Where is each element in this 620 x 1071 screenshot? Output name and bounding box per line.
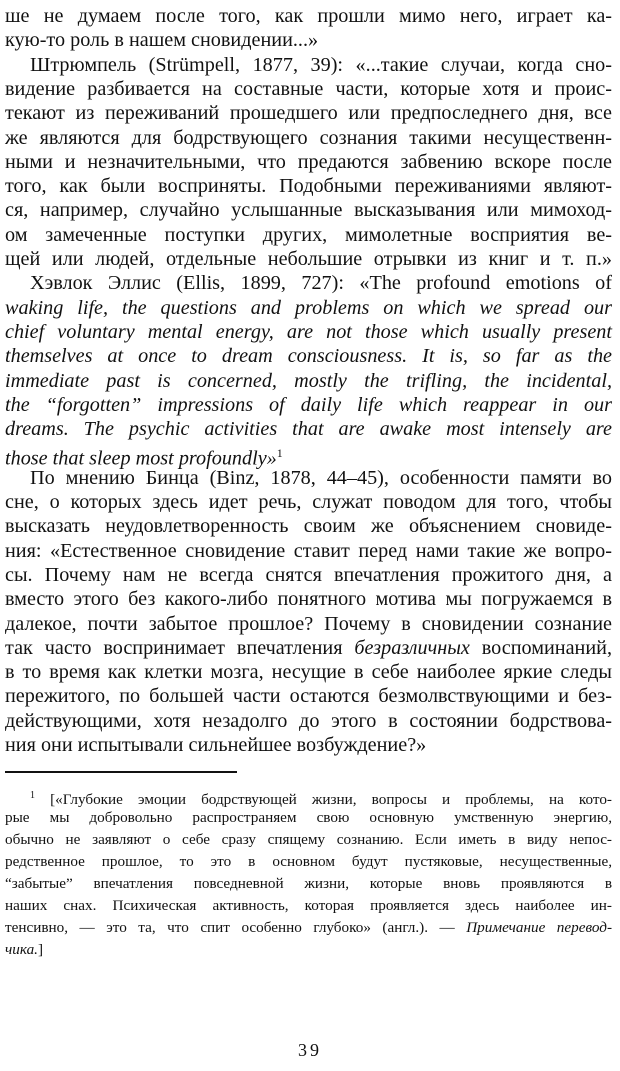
text-segment: воспоминаний, — [481, 636, 613, 659]
text-line: сне, о которых здесь идет речь, служат поводом для того, чтобы — [5, 491, 612, 513]
text-line: ными и незначительными, что предаются забвению вскоре после — [5, 150, 612, 173]
text-line — [5, 636, 612, 660]
text-line: ом замеченные поступки других, мимолетные восприятия ве- — [5, 223, 612, 246]
text-line: waking life, the questions and problems on which we spread our — [5, 296, 612, 319]
text-line: видение разбивается на составные части, которые хотя и проис- — [5, 77, 612, 100]
text-line: the “forgotten” impressions of daily life which reappear in our — [5, 393, 612, 416]
footnote-line: “забытые” впечатления повседневной жизни, которые вновь проявляются в — [5, 875, 612, 893]
footnote-line — [30, 785, 612, 807]
bracket-close: ] — [37, 941, 44, 959]
footnote-line — [5, 939, 612, 961]
text-line: Хэвлок Эллис (Ellis, 1899, 727): «The profound emotions of — [30, 272, 612, 295]
text-line: пережитого, по большей части остаются безмолвствующими и без- — [5, 685, 612, 708]
text-line: далекое, почти забытое прошлое? Почему в сновидении сознание — [5, 612, 612, 635]
footnote-separator — [5, 771, 237, 773]
text-line: Штрюмпель (Strümpell, 1877, 39): «...такие случаи, когда сно- — [30, 53, 612, 76]
italic-word: безразличных — [354, 636, 470, 659]
text-segment: так часто воспринимает впечатления — [5, 636, 343, 659]
text-line: ния они испытывали сильнейшее возбуждение?» — [5, 734, 427, 756]
text-line: dreams. The psychic activities that are awake most intensely are — [5, 418, 612, 441]
footnote-text: тенсивно, — это та, что спит особенно глубоко» (англ.). — — [5, 919, 455, 937]
text-line: themselves at once to dream consciousness. It is, so far as the — [5, 345, 612, 368]
text-line — [5, 441, 612, 471]
footnote-ref[interactable]: 1 — [276, 446, 283, 461]
text-line: сы. Почему нам не всегда снятся впечатления прожитого дня, а — [5, 563, 612, 586]
text-line: же являются для бодрствующего сознания такими несущественн- — [5, 126, 612, 149]
text-line: chief voluntary mental energy, are not those which usually present — [5, 320, 612, 343]
footnote-text: [«Глубокие эмоции бодрствующей жизни, вопросы и проблемы, на кото- — [50, 791, 612, 809]
text-line: действующими, хотя незадолго до этого в состоянии бодрствова- — [5, 709, 612, 732]
text-line: По мнению Бинца (Binz, 1878, 44–45), особенности памяти во — [30, 466, 612, 489]
text-line: кую-то роль в нашем сновидении...» — [5, 29, 319, 52]
page-number: 39 — [298, 1040, 322, 1060]
text-line: ше не думаем после того, как прошли мимо него, играет ка- — [5, 5, 612, 27]
footnote-marker: 1 — [30, 790, 35, 802]
text-line: immediate past is concerned, mostly the trifling, the incidental, — [5, 369, 612, 392]
quote-end: those that sleep most profoundly» — [5, 448, 277, 471]
text-line: в то время как клетки мозга, несущие в себе наиболее яркие следы — [5, 661, 612, 684]
text-line: высказать неудовлетворенность своим же объяснением сновиде- — [5, 515, 612, 538]
footnote-line: наших снах. Психическая активность, которая проявляется здесь наиболее ин- — [5, 897, 612, 915]
text-line: вместо этого без какого-либо понятного мотива мы погружаемся в — [5, 588, 612, 611]
footnote-line: рые мы добровольно распространяем свою основную умственную энергию, — [5, 809, 612, 827]
text-line: ся, например, случайно услышанные высказывания или мимоход- — [5, 199, 612, 222]
footnote-line — [5, 917, 612, 939]
text-line: того, как были восприняты. Подобными переживаниями являют- — [5, 175, 612, 198]
text-line: щей или людей, отдельные небольшие отрывки из книг и т. п.» — [5, 248, 612, 270]
translator-note: чика. — [5, 941, 38, 959]
footnote-line: редственное прошлое, то это в основном будут пустяковые, несущественные, — [5, 853, 612, 871]
text-line: текают из переживаний прошедшего или предпоследнего дня, все — [5, 102, 612, 125]
text-line: ния: «Естественное сновидение ставит перед нами такие же вопро- — [5, 539, 612, 562]
translator-note: Примечание перевод- — [466, 919, 613, 937]
footnote-line: обычно не заявляют о себе сразу спящему сознанию. Если иметь в виду непос- — [5, 831, 612, 849]
